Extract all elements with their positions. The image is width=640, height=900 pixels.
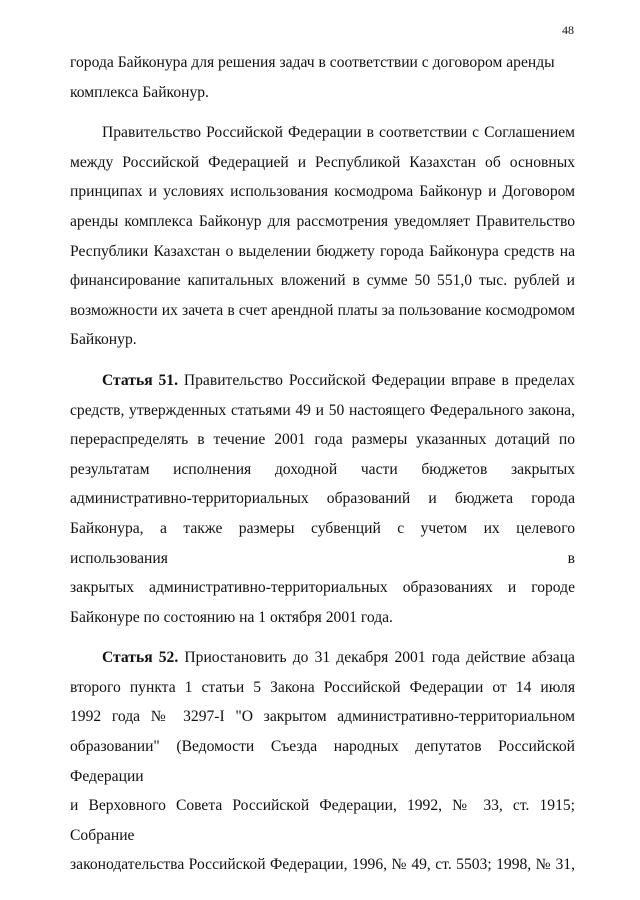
text-span: Правительство Российской Федерации вправе в пределах — [183, 371, 575, 389]
text-line: образовании" (Ведомости Съезда народных депутатов Российской Федерации — [70, 738, 575, 785]
text-line: города Байконура для решения задач в соответствии с договором аренды — [70, 54, 555, 71]
text-line: Правительство Российской Федерации в соответствии с Соглашением — [102, 124, 575, 142]
text-line: результатам исполнения доходной части бюджетов закрытых — [70, 460, 575, 478]
text-line: аренды комплекса Байконур для рассмотрения уведомляет Правительство — [70, 212, 575, 230]
text-line: принципах и условиях использования космодрома Байконур и Договором — [70, 183, 575, 201]
text-line — [70, 643, 575, 673]
paragraph-1 — [70, 48, 575, 107]
text-line — [70, 366, 575, 396]
text-line: закрытых административно-территориальных образованиях и городе — [70, 579, 575, 597]
article-heading: Статья 52. — [102, 649, 179, 667]
text-line: 1992 года № 3297-I "О закрытом административно-территориальном — [70, 708, 575, 726]
text-line: финансирование капитальных вложений в сумме 50 551,0 тыс. рублей и — [70, 272, 575, 290]
text-line: Байконур. — [70, 331, 137, 349]
article-51 — [70, 366, 575, 632]
text-line: комплекса Байконур. — [70, 83, 209, 101]
text-line: Республики Казахстан о выделении бюджету города Байконура средств на — [70, 242, 575, 260]
text-line: перераспределять в течение 2001 года размеры указанных дотаций по — [70, 431, 575, 449]
text-line: и Верховного Совета Российской Федерации, 1992, № 33, ст. 1915; Собрание — [70, 797, 575, 844]
text-span: Приостановить до 31 декабря 2001 года действие абзаца — [184, 649, 575, 667]
document-body — [70, 48, 575, 880]
text-line: Байконуре по состоянию на 1 октября 2001 года. — [70, 608, 393, 626]
text-line: между Российской Федерацией и Республикой Казахстан об основных — [70, 153, 575, 171]
article-heading: Статья 51. — [102, 371, 178, 389]
paragraph-2 — [70, 118, 575, 355]
text-line: возможности их зачета в счет арендной платы за пользование космодромом — [70, 301, 575, 319]
article-52 — [70, 643, 575, 880]
text-line: средств, утвержденных статьями 49 и 50 настоящего Федерального закона, — [70, 401, 575, 419]
text-line: второго пункта 1 статьи 5 Закона Российской Федерации от 14 июля — [70, 678, 575, 696]
page-number: 48 — [562, 23, 574, 37]
text-line: административно-территориальных образований и бюджета города — [70, 490, 575, 508]
text-line: Байконура, а также размеры субвенций с учетом их целевого использования в — [70, 519, 575, 567]
text-line: законодательства Российской Федерации, 1996, № 49, ст. 5503; 1998, № 31, — [70, 856, 575, 874]
